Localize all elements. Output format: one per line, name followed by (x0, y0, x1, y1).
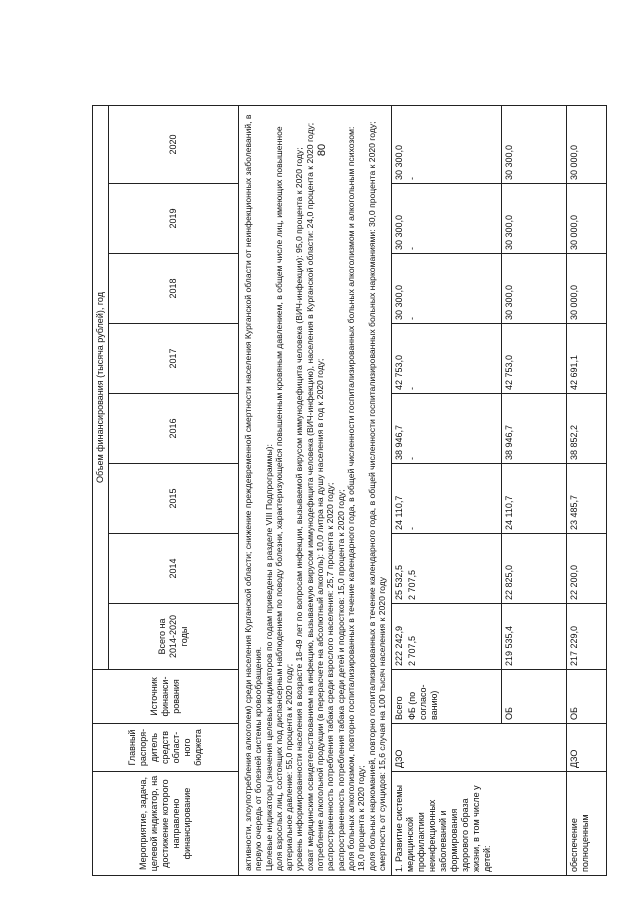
value: - (407, 247, 418, 250)
value: - (407, 387, 418, 390)
value: 2 707,5 (407, 635, 418, 666)
value: 30 300,0 (394, 284, 405, 320)
source-cell (392, 670, 502, 724)
value: - (407, 177, 418, 180)
year-2015-cell: 24 110,7 (502, 464, 567, 534)
year-2017-cell: 42 753,0 (502, 324, 567, 394)
value: 222 242,9 (394, 625, 405, 666)
header-source: Источник финанси-рования (93, 670, 239, 724)
header-year-2014: 2014 (109, 534, 239, 604)
funding-table-page (92, 106, 604, 876)
year-2016-cell (392, 394, 502, 464)
text-line: уровень информированности населения в возрасте 18-49 лет по вопросам инфекции, вызываемой вирусом иммунодефицита человека (ВИЧ-инфекции): 95,0 процента к 2020 году; (294, 147, 305, 871)
year-2014-cell: 22 200,0 (567, 534, 607, 604)
year-2018-cell: 30 300,0 (502, 254, 567, 324)
year-2018-cell: 30 000,0 (567, 254, 607, 324)
text-line: доля взрослых лиц, состоящих под диспансерным наблюдением по поводу болезни, характеризующейся повышенным кровяным давлением, в общем числе лиц, имеющих повышенное артериальное давление: 55,0 процента к 2020 году; (273, 126, 295, 871)
value: 30 300,0 (394, 144, 405, 180)
text-line: активности, злоупотребления алкоголем) среди населения Курганской области; снижение преждевременной смертности населения Курганской области от неинфекционных заболеваний, в первую очередь от болезней системы кровообращения. (243, 114, 264, 871)
year-2019-cell: 30 300,0 (502, 184, 567, 254)
manager-cell: ДЗО (392, 724, 567, 772)
source-name: ФБ (по согласо-ванию) (407, 684, 440, 720)
year-2020-cell: 30 300,0 (502, 106, 567, 184)
header-manager: Главный распоря-дитель средств област-ного бюджета (93, 724, 239, 772)
header-year-2017: 2017 (109, 324, 239, 394)
funding-table (92, 105, 607, 876)
value: 42 753,0 (394, 354, 405, 390)
year-2017-cell: 42 691,1 (567, 324, 607, 394)
year-2019-cell: 30 000,0 (567, 184, 607, 254)
header-measure: Мероприятие, задача, целевой индикатор, на достижение которого направлено финансирование (93, 772, 239, 876)
year-2015-cell: 23 485,7 (567, 464, 607, 534)
value: - (407, 457, 418, 460)
manager-cell: ДЗО (567, 724, 607, 772)
value: 30 300,0 (394, 214, 405, 250)
year-2017-cell (392, 324, 502, 394)
table-row (567, 106, 607, 876)
source-name: ОБ (567, 670, 607, 724)
table-row (392, 106, 502, 876)
value: 25 532,5 (394, 564, 405, 600)
year-2014-cell: 22 825,0 (502, 534, 567, 604)
header-funding-group: Объем финансирования (тысяча рублей), год (93, 106, 109, 670)
text-line: потребление алкогольной продукции (в перерасчете на абсолютный алкоголь): 10,0 литра на душу населения в год к 2020 году; (315, 358, 326, 871)
text-line: распространенность потребления табака среди детей и подростков: 15,0 процента к 2020 году; (335, 489, 346, 871)
text-line: охват медицинским освидетельствованием на инфекцию, вызываемую вирусом иммунодефицита человека (ВИЧ-инфекцию), населения в Курганской области: 24,0 процента к 2020 году; (304, 122, 315, 871)
year-2020-cell (392, 106, 502, 184)
measure-cell: 1. Развитие системы медицинской профилактики неинфекционных заболеваний и формирования здорового образа жизни, в том числе у детей: (392, 772, 567, 876)
value: - (407, 317, 418, 320)
value: 38 946,7 (394, 424, 405, 460)
value: - (407, 527, 418, 530)
source-name: ОБ (502, 670, 567, 724)
header-year-2020: 2020 (109, 106, 239, 184)
year-2020-cell: 30 000,0 (567, 106, 607, 184)
header-year-2019: 2019 (109, 184, 239, 254)
value: 24 110,7 (394, 495, 405, 530)
source-name: Всего (394, 696, 405, 720)
text-line: распространенность потребления табака среди взрослого населения: 25,7 процента к 2020 году; (325, 482, 336, 871)
text-line: доля больных алкоголизмом, повторно госпитализированных в течение календарного года, в общей численности госпитализированных больных алкоголизмом и алкогольным психозом: 18,0 процента к 2020 году; (345, 126, 367, 871)
header-year-2015: 2015 (109, 464, 239, 534)
year-2019-cell (392, 184, 502, 254)
value: 2 707,5 (407, 569, 418, 600)
year-2014-cell (392, 534, 502, 604)
text-line: Целевые индикаторы (значения целевых индикаторов по годам приведены в разделе VIII Подпрограммы): (263, 444, 274, 871)
header-year-2016: 2016 (109, 394, 239, 464)
year-2016-cell: 38 852,2 (567, 394, 607, 464)
text-line: доля больных наркоманией, повторно госпитализированных в течение календарного года, в общей численности госпитализированных больных наркоманиями: 30,0 процента к 2020 году; (366, 121, 377, 871)
year-2018-cell (392, 254, 502, 324)
page-number: 80 (316, 143, 328, 157)
year-2015-cell (392, 464, 502, 534)
year-2016-cell: 38 946,7 (502, 394, 567, 464)
total-cell: 217 229,0 (567, 604, 607, 670)
indicators-text (239, 106, 392, 876)
measure-cell: обеспечение полноценным (567, 772, 607, 876)
total-cell (392, 604, 502, 670)
text-line: смертность от суицидов: 15,6 случая на 100 тысяч населения к 2020 году (376, 576, 387, 871)
total-cell: 219 535,4 (502, 604, 567, 670)
header-total: Всего на 2014-2020 годы (109, 604, 239, 670)
header-year-2018: 2018 (109, 254, 239, 324)
